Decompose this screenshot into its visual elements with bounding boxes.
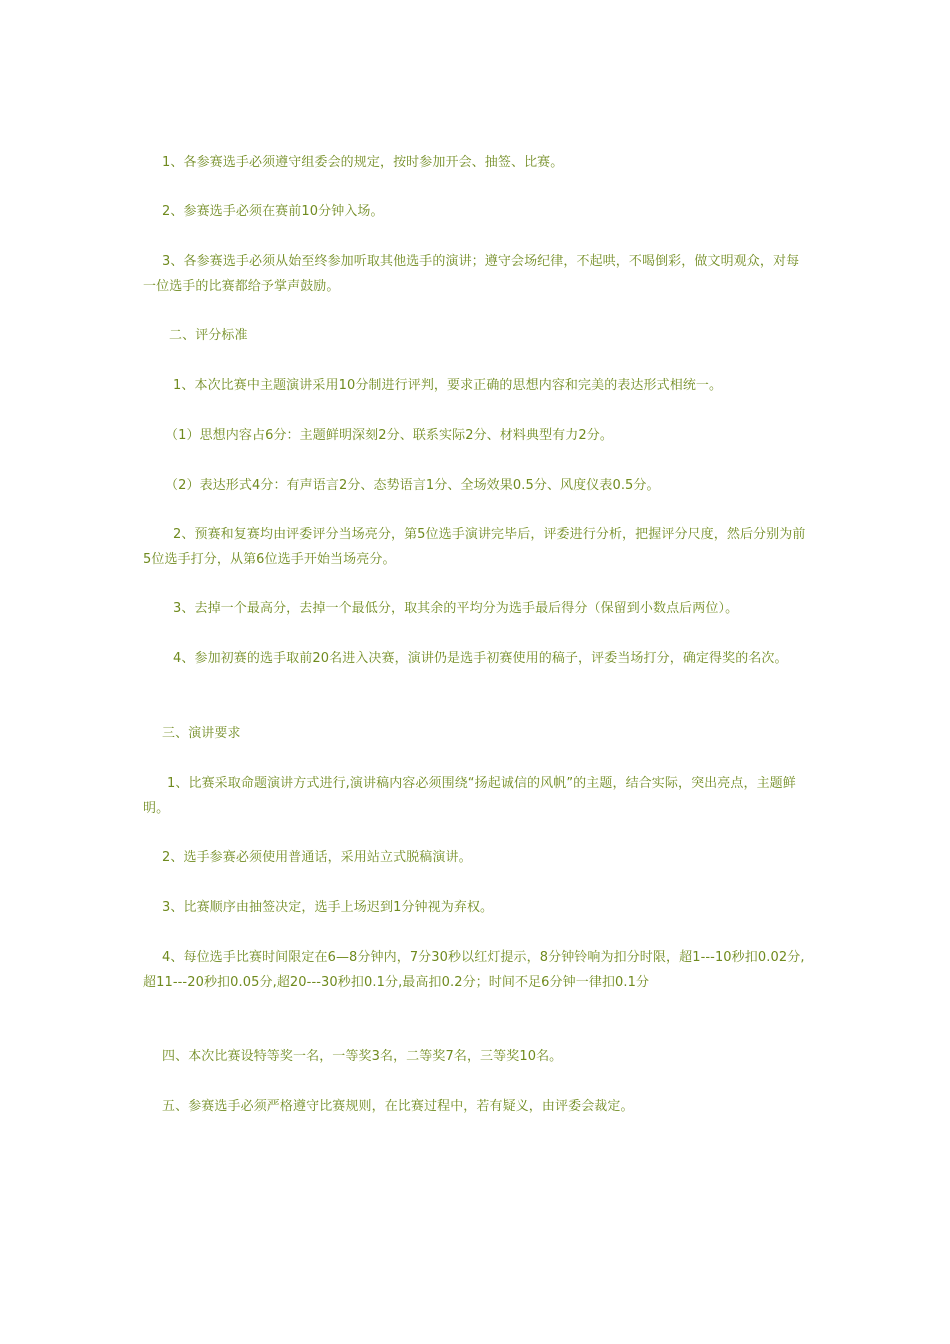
scoring-item-expression: （2）表达形式4分：有声语言2分、态势语言1分、全场效果0.5分、风度仪表0.5分。 [165, 478, 660, 493]
scoring-paragraph-4: 4、参加初赛的选手取前20名进入决赛，演讲仍是选手初赛使用的稿子，评委当场打分，确定得奖的名次。 [173, 651, 788, 666]
requirement-paragraph-1: 1、比赛采取命题演讲方式进行,演讲稿内容必须围绕“扬起诚信的风帆”的主题，结合实际，突出亮点，主题鲜明。 [143, 776, 796, 816]
scoring-paragraph-3: 3、去掉一个最高分，去掉一个最低分，取其余的平均分为选手最后得分（保留到小数点后两位）。 [173, 601, 739, 616]
section-heading-speech-requirements: 三、演讲要求 [162, 726, 241, 741]
awards-paragraph: 四、本次比赛设特等奖一名，一等奖3名，二等奖7名，三等奖10名。 [162, 1049, 563, 1064]
final-rules-paragraph: 五、参赛选手必须严格遵守比赛规则，在比赛过程中，若有疑义，由评委会裁定。 [162, 1099, 634, 1114]
scoring-paragraph-2: 2、预赛和复赛均由评委评分当场亮分，第5位选手演讲完毕后，评委进行分析，把握评分尺度，然后分别为前5位选手打分，从第6位选手开始当场亮分。 [143, 527, 806, 567]
rule-paragraph-3: 3、各参赛选手必须从始至终参加听取其他选手的演讲；遵守会场纪律，不起哄，不喝倒彩，做文明观众，对每一位选手的比赛都给予掌声鼓励。 [143, 254, 800, 294]
requirement-paragraph-2: 2、选手参赛必须使用普通话，采用站立式脱稿演讲。 [162, 850, 472, 865]
rule-paragraph-2: 2、参赛选手必须在赛前10分钟入场。 [162, 204, 384, 219]
rule-paragraph-1: 1、各参赛选手必须遵守组委会的规定，按时参加开会、抽签、比赛。 [162, 155, 564, 170]
scoring-paragraph-1: 1、本次比赛中主题演讲采用10分制进行评判，要求正确的思想内容和完美的表达形式相统一。 [173, 378, 723, 393]
requirement-paragraph-3: 3、比赛顺序由抽签决定，选手上场迟到1分钟视为弃权。 [162, 900, 494, 915]
requirement-paragraph-4: 4、每位选手比赛时间限定在6—8分钟内，7分30秒以红灯提示，8分钟铃响为扣分时限，超1---10秒扣0.02分,超11---20秒扣0.05分,超20---30秒扣0.1分,最高扣0.2分；时间不足6分钟一律扣0.1分 [143, 950, 805, 990]
scoring-item-content: （1）思想内容占6分：主题鲜明深刻2分、联系实际2分、材料典型有力2分。 [165, 428, 613, 443]
section-heading-scoring: 二、评分标准 [169, 328, 248, 343]
